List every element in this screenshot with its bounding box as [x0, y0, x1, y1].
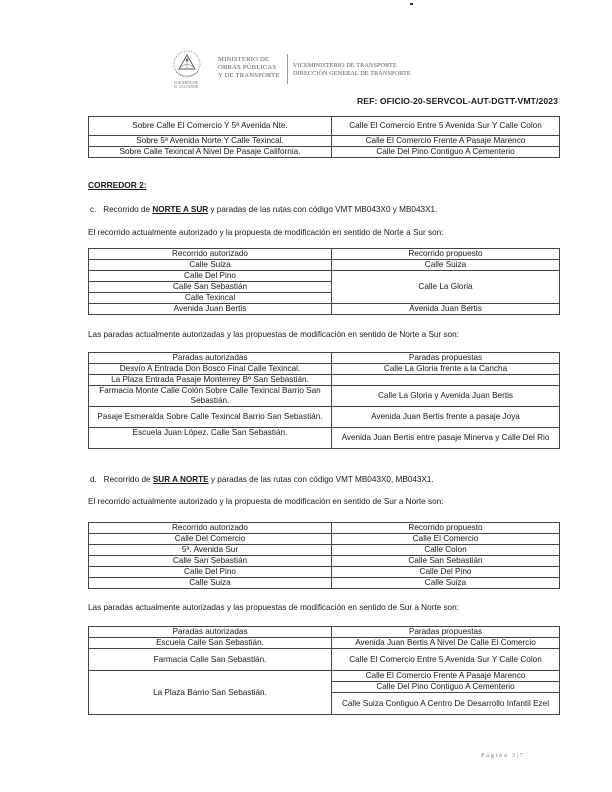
page-number: Página 3|7 [481, 752, 525, 759]
section-d-route-intro: El recorrido actualmente autorizado y la propuesta de modificación en sentido de Sur a Norte son: [88, 497, 444, 506]
table-row: Escuela Calle San Sebastián. Avenida Juan Bertis A Nivel De Calle El Comercio [89, 638, 560, 649]
vice-ministry-name: VICEMINISTERIO DE TRANSPORTE DIRECCIÓN GENERAL DE TRANSPORTE [293, 62, 411, 78]
table-row: Desvío A Entrada Don Bosco Final Calle Texincal. Calle La Gloria frente a la Cancha [89, 364, 560, 375]
table-row: Farmacia Calle San Sebastián. Calle El Comercio Entre 5 Avenida Sur Y Calle Colon [89, 649, 560, 671]
table-row: Calle Del Pino Calle La Gloria [89, 271, 560, 282]
table-row: Calle Texincal [89, 293, 560, 304]
table-row: La Plaza Entrada Pasaje Monterrey Bº San Sebastián. [89, 375, 560, 386]
table-header-row: Paradas autorizadas Paradas propuestas [89, 353, 560, 364]
table-header-row: Paradas autorizadas Paradas propuestas [89, 627, 560, 638]
table-row: Calle Del Pino Calle Del Pino [89, 567, 560, 578]
table-row: 5ª. Avenida Sur Calle Colon [89, 545, 560, 556]
table-row: Calle Del Pino Contiguo A Cementerio [89, 682, 560, 693]
table-header-row: Recorrido autorizado Recorrido propuesto [89, 523, 560, 534]
route-table-south-north [88, 522, 560, 589]
ministry-name: MINISTERIO DE OBRAS PÚBLICAS Y DE TRANSPORTE [218, 56, 280, 80]
table-row: Farmacia Monte Calle Colón Sobre Calle Texincal Barrio San Sebastián. Calle La Gloria y Avenida Juan Bertis [89, 386, 560, 407]
section-c-heading: c. Recorrido de NORTE A SUR y paradas de las rutas con código VMT MB043X0 y MB043X1. [90, 205, 438, 214]
table-row: Calle San Sebastián [89, 282, 560, 293]
section-c-route-intro: El recorrido actualmente autorizado y la propuesta de modificación en sentido de Norte a Sur son: [88, 228, 444, 237]
section-d-stops-intro: Las paradas actualmente autorizadas y las propuestas de modificación en sentido de Sur a Norte son: [88, 603, 459, 612]
coat-of-arms-icon [170, 48, 204, 84]
table-row: La Plaza Barrio San Sebastián. Calle El Comercio Frente A Pasaje Marenco [89, 671, 560, 682]
reference-number: REF: OFICIO-20-SERVCOL-AUT-DGTT-VMT/2023 [356, 96, 558, 106]
stops-table-north-south [88, 352, 560, 449]
table-row: Pasaje Esmeralda Sobre Calle Texincal Barrio San Sebastián. Avenida Juan Bertis frente a pasaje Joya [89, 407, 560, 428]
continuation-stops-table [88, 116, 560, 158]
table-row: Sobre Calle Texincal A Nivel De Pasaje California. Calle Del Pino Contiguo A Cementerio [89, 147, 560, 158]
table-row: Calle Suiza Contiguo A Centro De Desarrollo Infantil Ezel [89, 693, 560, 715]
table-row: Sobre Calle El Comercio Y 5ª Avenida Nte. Calle El Comercio Entre 5 Avenida Sur Y Calle Colon [89, 117, 560, 136]
header-divider [287, 54, 288, 84]
table-row: Avenida Juan Bertis Avenida Juan Bertis [89, 304, 560, 315]
table-row: Calle Suiza Calle Suiza [89, 578, 560, 589]
table-header-row: Recorrido autorizado Recorrido propuesto [89, 249, 560, 260]
table-row: Sobre 5ª Avenida Norte Y Calle Texincal. Calle El Comercio Frente A Pasaje Marenco [89, 136, 560, 147]
scan-mark [410, 3, 413, 5]
letterhead [170, 46, 430, 91]
table-row: Escuela Juan López. Calle San Sebastián. Avenida Juan Bertis entre pasaje Minerva y Calle Del Rio [89, 428, 560, 449]
section-c-stops-intro: Las paradas actualmente autorizadas y las propuestas de modificación en sentido de Norte a Sur son: [88, 330, 459, 339]
route-table-north-south [88, 248, 560, 315]
seal-caption: GOBIERNO DE EL SALVADOR [173, 81, 199, 89]
table-row: Calle San Sebastián Calle San Sebastián [89, 556, 560, 567]
table-row: Calle Suiza Calle Suiza [89, 260, 560, 271]
corridor-title: CORREDOR 2: [88, 180, 147, 190]
stops-table-south-north [88, 626, 560, 715]
section-d-heading: d. Recorrido de SUR A NORTE y paradas de las rutas con código VMT MB043X0, MB043X1. [90, 475, 434, 484]
table-row: Calle Del Comercio Calle El Comercio [89, 534, 560, 545]
